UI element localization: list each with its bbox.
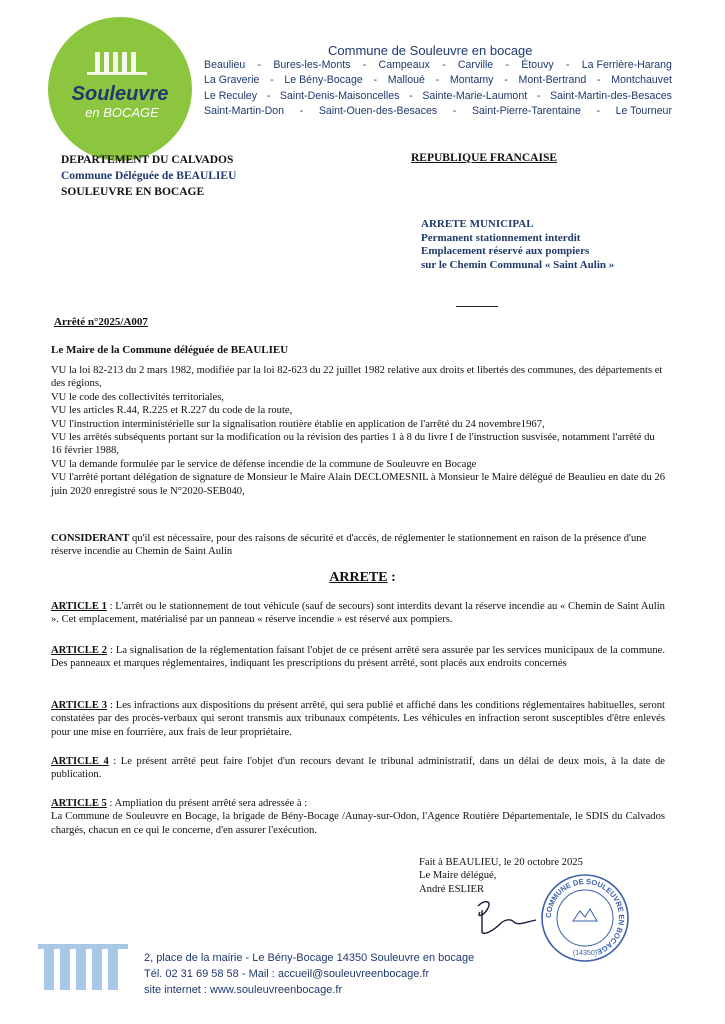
village: Mont-Bertrand <box>518 74 587 87</box>
village: Montamy <box>449 74 494 87</box>
arrete-heading-block <box>421 218 614 272</box>
arrete-title-colon: : <box>387 570 396 585</box>
village: Bures-les-Monts <box>273 59 351 71</box>
sep: - <box>596 105 601 118</box>
vu-list <box>51 364 665 498</box>
sep: - <box>266 89 271 102</box>
sep: - <box>505 59 510 71</box>
village: Montchauvet <box>611 74 672 87</box>
village: Campeaux <box>378 59 430 71</box>
village: Le Reculey <box>204 89 257 102</box>
footer-logo-bars <box>38 944 134 1004</box>
arrete-reference: Arrêté n°2025/A007 <box>54 316 148 328</box>
sep: - <box>409 89 413 102</box>
sep: - <box>257 59 262 71</box>
considerant-paragraph <box>51 532 665 559</box>
vu-item: VU la loi 82-213 du 2 mars 1982, modifiée par la loi 82-623 du 22 juillet 1982 relative aux droits et libertés des communes, des départements et des régions, <box>51 365 663 390</box>
arrete-subject-2: Emplacement réservé aux pompiers <box>421 245 590 257</box>
commune-deleguee-line: Commune Déléguée de BEAULIEU <box>61 170 237 182</box>
article-2 <box>51 644 665 671</box>
arrete-municipal: ARRETE MUNICIPAL <box>421 218 534 230</box>
divider <box>456 306 498 307</box>
signer-name: André ESLIER <box>419 883 485 895</box>
vu-item: VU les arrêtés subséquents portant sur la modification ou la révision des parties 1 à 8 du livre I de l'instruction susvisée, notamment l'arrêté du 16 février 1988, <box>51 432 655 457</box>
sep: - <box>435 74 440 87</box>
article-label: ARTICLE 5 <box>51 798 107 809</box>
maire-title: Le Maire de la Commune déléguée de BEAULIEU <box>51 344 289 356</box>
village: La Graverie <box>204 74 260 87</box>
village: Carville <box>457 59 494 71</box>
arrete-title-word: ARRETE <box>329 570 388 585</box>
commune-title: Commune de Souleuvre en bocage <box>328 43 533 58</box>
villages-line-4 <box>204 104 672 119</box>
village: Saint-Martin-Don <box>204 105 285 118</box>
village: Saint-Denis-Maisoncelles <box>279 89 400 102</box>
sep: - <box>373 74 378 87</box>
article-1 <box>51 600 665 627</box>
considerant-text: qu'il est nécessaire, pour des raisons de sécurité et d'accès, de réglementer le stationnement en raison de la présence d'une réserve incendie au Chemin de Saint Aulin <box>51 533 647 558</box>
signer-role: Le Maire délégué, <box>419 870 497 882</box>
souleuvre-logo <box>47 16 193 162</box>
footer-contact <box>144 950 474 998</box>
sep: - <box>452 105 457 118</box>
village: Le Tourneur <box>615 105 672 118</box>
sep: - <box>362 59 367 71</box>
villages-line-2 <box>204 73 672 88</box>
place-date: Fait à BEAULIEU, le 20 octobre 2025 <box>419 857 583 868</box>
article-text: : L'arrêt ou le stationnement de tout véhicule (sauf de secours) sont interdits devant la réserve incendie au « Chemin de Saint Aulin ». Cet emplacement, matérialisé par un panneau « réserve incendie » est réservé aux pompiers. <box>51 601 665 626</box>
sep: - <box>270 74 274 87</box>
handwritten-signature <box>470 896 540 940</box>
department-line: DEPARTEMENT DU CALVADOS <box>61 154 234 166</box>
sep: - <box>536 89 541 102</box>
footer-website: site internet : www.souleuvreenbocage.fr <box>144 984 343 996</box>
stamp-code: (14350) <box>572 950 598 957</box>
village: Saint-Martin-des-Besaces <box>550 89 672 102</box>
article-text: : Le présent arrêté peut faire l'objet d'un recours devant le tribunal administratif, dans un délai de deux mois, à la date de publication. <box>51 756 665 781</box>
sep: - <box>565 59 570 71</box>
sep: - <box>299 105 304 118</box>
official-stamp <box>540 873 630 963</box>
article-4 <box>51 755 665 782</box>
villages-list <box>204 58 672 120</box>
republique-heading: REPUBLIQUE FRANCAISE <box>411 152 558 164</box>
footer-phone-mail: Tél. 02 31 69 58 58 - Mail : accueil@souleuvreenbocage.fr <box>144 968 430 980</box>
village: Beaulieu <box>204 59 246 71</box>
arrete-subject-1: Permanent stationnement interdit <box>421 231 581 244</box>
village: Saint-Ouen-des-Besaces <box>318 105 438 118</box>
village: Le Bény-Bocage <box>284 74 363 87</box>
article-text: : Ampliation du présent arrêté sera adressée à : <box>106 798 308 809</box>
vu-item: VU l'arrêté portant délégation de signature de Monsieur le Maire Alain DECLOMESNIL à Monsieur le Maire délégué de Beaulieu en date du 26 juin 2020 enregistré sous le N°2020-SEB040, <box>51 472 665 497</box>
department-block <box>61 152 236 200</box>
villages-line-3 <box>204 89 672 104</box>
village: Malloué <box>387 74 425 87</box>
vu-item: VU le code des collectivités territoriales, <box>51 391 224 403</box>
article-5-recipients: La Commune de Souleuvre en Bocage, la brigade de Bény-Bocage /Aunay-sur-Odon, l'Agence Routière Départementale, le SDIS du Calvados chargés, chacun en ce qui le concerne, d'en assurer l'exécution. <box>51 811 665 836</box>
considerant-label: CONSIDERANT <box>51 533 130 544</box>
article-label: ARTICLE 1 <box>51 601 107 612</box>
sep: - <box>504 74 508 87</box>
vu-item: VU la demande formulée par le service de défense incendie de la commune de Souleuvre en Bocage <box>51 458 477 470</box>
logo-line2: en BOCAGE <box>85 105 159 120</box>
village: Sainte-Marie-Laumont <box>422 89 528 102</box>
stamp-text: COMMUNE DE SOULEUVRE EN BOCAGE <box>543 876 627 957</box>
footer-address: 2, place de la mairie - Le Bény-Bocage 14350 Souleuvre en bocage <box>144 952 475 964</box>
vu-item: VU l'instruction interministérielle sur la signalisation routière établie en application de l'arrêté du 24 novembre1967, <box>51 418 545 430</box>
village: Étouvy <box>521 59 554 71</box>
village: La Ferrière-Harang <box>581 59 672 71</box>
article-label: ARTICLE 3 <box>51 700 108 711</box>
logo-line1: Souleuvre <box>71 83 169 105</box>
article-label: ARTICLE 4 <box>51 756 109 767</box>
article-text: : La signalisation de la réglementation faisant l'objet de ce présent arrêté sera assurée par les services municipaux de la commune. Des panneaux et marques réglementaires, indiquant les prescriptions du présent arrêté, sont placés aux endroits concernés <box>51 645 665 670</box>
article-3 <box>51 699 665 739</box>
commune-line: SOULEUVRE EN BOCAGE <box>61 186 205 198</box>
village: Saint-Pierre-Tarentaine <box>471 105 581 118</box>
sep: - <box>442 59 446 71</box>
arrete-subject-3: sur le Chemin Communal « Saint Aulin » <box>421 258 615 271</box>
villages-line-1 <box>204 58 672 73</box>
arrete-title <box>0 570 725 586</box>
article-label: ARTICLE 2 <box>51 645 108 656</box>
article-text: : Les infractions aux dispositions du présent arrêté, qui sera publié et affiché dans les conditions réglementaires habituelles, seront constatées par des procès-verbaux qui seront transmis aux tribunaux compétents. Les véhicules en infraction seront susceptibles d'être enlevés pour une mise en fourrière, aux frais de leur propriétaire. <box>51 700 665 738</box>
vu-item: VU les articles R.44, R.225 et R.227 du code de la route, <box>51 405 293 417</box>
sep: - <box>596 74 601 87</box>
article-5 <box>51 797 665 837</box>
